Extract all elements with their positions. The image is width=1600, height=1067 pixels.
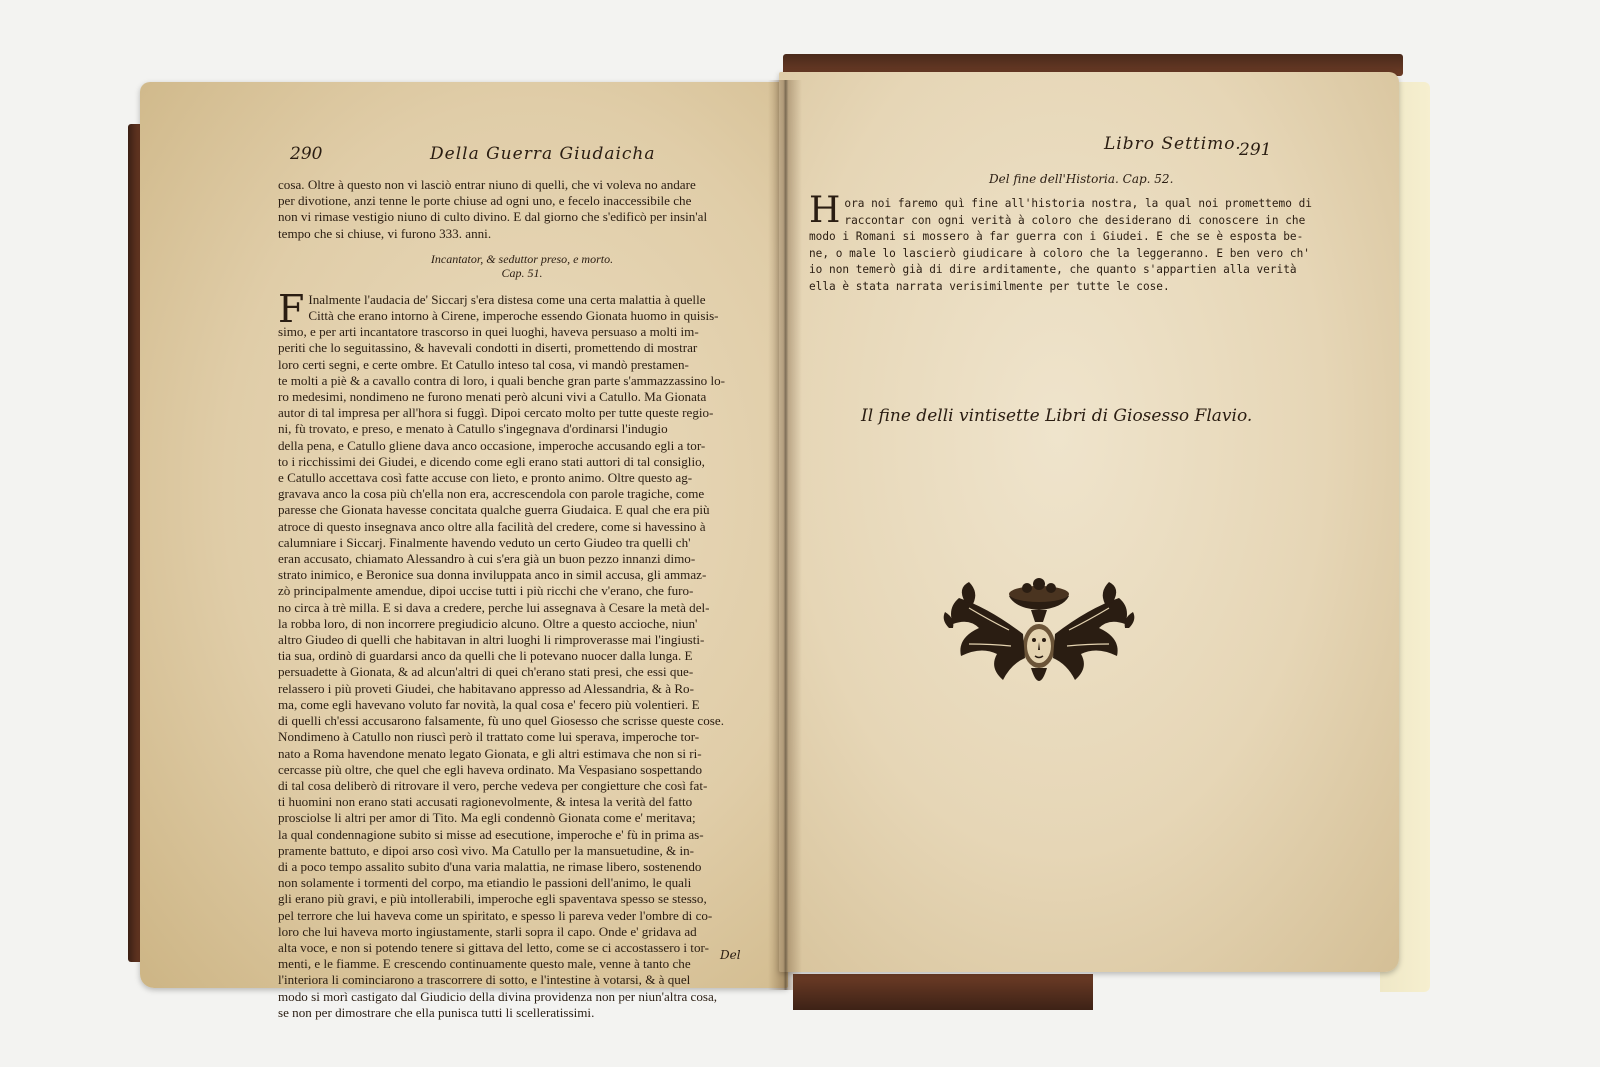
right-running-title: Libro Settimo.: [1104, 134, 1242, 154]
text-line: l'interiora li cominciarono a trascorrere di sotto, e l'intestine à votarsi, & à quel: [278, 972, 691, 988]
text-line: paresse che Gionata havesse concitata qualche guerra Giudaica. E qual che era più: [278, 502, 710, 518]
chapter-body-lines: [809, 190, 1312, 296]
text-line: nato a Roma havendone menato legato Gionata, e gli altri estimava che non si ri-: [278, 745, 702, 761]
book-gutter: [768, 80, 802, 990]
opening-paragraph: [278, 177, 766, 242]
text-line: gli erano più gravi, e più intollerabili, imperoche egli spaventava spesso se stesso,: [278, 891, 707, 907]
text-line: ma, come egli havevano voluto far novità, la qual cosa e' fecero più volentieri. E: [278, 696, 700, 712]
text-line: della pena, e Catullo gliene dava anco occasione, imperoche accusando egli a tor-: [278, 437, 706, 453]
right-page: [779, 72, 1399, 972]
text-line: to i ricchissimi dei Giudei, e dicendo come egli erano stati auttori di tal consiglio,: [278, 453, 705, 469]
text-line: e Catullo accettava così fatte accuse con lieto, e pronto animo. Oltre questo ag-: [278, 470, 693, 486]
text-line: Città che erano intorno à Cirene, imperoche essendo Gionata huomo in quisis-: [308, 308, 719, 324]
text-line: non solamente i tormenti del corpo, ma etiandio le passioni dell'animo, le quali: [278, 875, 692, 891]
text-line: ni, fù trovato, e preso, e menato à Catullo s'ingegnava d'ordinarsi l'indugio: [278, 421, 668, 437]
text-line: calumniare i Siccarj. Finalmente havendo veduto un certo Giudeo tra quelli ch': [278, 534, 691, 550]
chapter-title: Incantator, & seduttor preso, e morto.: [430, 251, 614, 266]
text-line: loro certi segni, e certe ombre. Et Catullo inteso tal cosa, vi mandò prestamen-: [278, 356, 689, 372]
text-line: menti, e le fiamme. E crescendo continuamente questo male, venne à tanto che: [278, 956, 691, 972]
text-line: di a poco tempo assalito subito d'una varia malattia, ne rimase libero, sostenendo: [278, 858, 702, 874]
text-line: loro che lui haveva morto ingiustamente, starli sopra il capo. Onde e' gridava ad: [278, 923, 697, 939]
text-line: ro medesimi, nondimeno ne furono menati però alcuni vivi a Catullo. Ma Gionata: [278, 389, 707, 405]
left-page-number: 290: [290, 144, 323, 164]
text-line: raccontar con ogni verità à coloro che desiderano di conoscere in che: [844, 213, 1306, 227]
text-line: ne, o male lo lascierò giudicare à coloro che la leggeranno. E ben vero ch': [809, 246, 1310, 260]
text-line: alta voce, e non si potendo tenere si gittava del letto, come se ci accostassero i tor-: [278, 939, 709, 955]
text-line: strato inimico, e Beronice sua donna inviluppata anco in simil accusa, gli ammaz-: [278, 567, 707, 583]
open-book: [128, 54, 1432, 1020]
text-line: Inalmente l'audacia de' Siccarj s'era distesa come una certa malattia à quelle: [308, 291, 706, 307]
text-line: relassero i più proveti Giudei, che habitavano appresso ad Alessandria, & à Ro-: [278, 680, 694, 696]
left-page: [140, 82, 788, 1020]
text-line: cosa. Oltre à questo non vi lasciò entrar niuno di quelli, che vi voleva no andare: [278, 177, 696, 192]
right-page-text: [809, 190, 1312, 296]
text-line: se non per dimostrare che ella punisca tutti li scelleratissimi.: [278, 1004, 595, 1020]
text-line: Nondimeno à Catullo non riuscì però il trattato come lui sperava, imperoche tor-: [278, 729, 700, 745]
drop-cap: H: [809, 190, 841, 231]
text-line: eran accusato, chiamato Alessandro à cui s'era già un buon pezzo innanzi dimo-: [278, 551, 696, 567]
colophon: Il fine delli vintisette Libri di Giosesso Flavio.: [861, 406, 1253, 426]
text-line: modo si morì castigato dal Giudicio della divina providenza non per niun'altra cosa,: [278, 988, 718, 1004]
text-line: per divotione, anzi tenne le porte chiuse ad ogni uno, e fecelo inaccessibile che: [278, 193, 692, 209]
left-page-text: [278, 177, 766, 1021]
text-line: cercasse più oltre, che quel che egli haveva ordinato. Ma Vespasiano sospettando: [278, 761, 703, 777]
text-line: pel terrore che lui haveva come un spiritato, e spesso li pareva veder l'ombre di co-: [278, 907, 713, 923]
chapter-heading: [278, 252, 766, 280]
text-line: modo i Romani si mossero à far guerra con i Giudei. E che se è esposta be-: [809, 230, 1304, 244]
text-line: periti che lo seguitassino, & havevali condotti in diserti, promettendo di mostrar: [278, 340, 698, 356]
text-line: prosciolse li altri per amor di Tito. Ma egli condennò Gionata come e' meritava;: [278, 810, 696, 826]
text-line: ella è stata narrata verisimilmente per tutte le cose.: [809, 279, 1170, 293]
floral-basket-mask-ornament-icon: [939, 568, 1139, 694]
chapter-body: [278, 286, 766, 1021]
text-line: pramente battuto, e dipoi arso così vivo. Ma Catullo per la mansuetudine, & in-: [278, 842, 694, 858]
text-line: te molti a piè & a cavallo contra di loro, i quali benche gran parte s'ammazzassino lo-: [278, 372, 726, 388]
text-line: di tal cosa deliberò di ritrovare il vero, perche vedeva per congietture che così fat-: [278, 777, 708, 793]
text-line: simo, e per arti incantatore trascorso in quei luoghi, haveva persuaso a molti im-: [278, 324, 699, 340]
text-line: zò principalmente amendue, dipoi uccise tutti i più ricchi che v'erano, che furo-: [278, 583, 694, 599]
text-line: tempo che si chiuse, vi furono 333. anni.: [278, 225, 492, 241]
text-line: ti huomini non erano stati accusati ragionevolmente, & intesa la verità del fatto: [278, 794, 693, 810]
book-cover-bottom-edge: [793, 974, 1093, 1010]
text-line: ora noi faremo quì fine all'historia nostra, la qual noi promettemo di: [844, 197, 1312, 210]
text-line: no circa à trè milla. E si dava a credere, perche lui assegnava à Cesare la metà del-: [278, 599, 710, 615]
text-line: persuadette à Gionata, & ad alcun'altri di quei ch'erano stati presi, che essi que-: [278, 664, 694, 680]
chapter-heading: Del fine dell'Historia. Cap. 52.: [989, 172, 1174, 186]
chapter-number: Cap. 51.: [501, 265, 543, 280]
text-line: autor di tal impresa per all'hora si fuggì. Dipoi cercato molto per tutte queste regio-: [278, 405, 714, 421]
right-page-number: 291: [1239, 140, 1272, 160]
drop-cap: F: [278, 286, 305, 331]
text-line: la qual condennagione subito si misse ad esecutione, imperoche e' fù in prima as-: [278, 826, 704, 842]
text-line: tia sua, ordinò di guardarsi anco da quelli che li potevano nuocer dalla lunga. E: [278, 648, 693, 664]
text-line: di quelli ch'essi accusarono falsamente, fù uno quel Giosesso che scrisse queste cose.: [278, 713, 724, 729]
left-page-header: [290, 144, 760, 170]
text-line: io non temerò già di dire arditamente, che quanto s'appartien alla verità: [809, 263, 1297, 277]
left-running-title: Della Guerra Giudaicha: [430, 144, 656, 164]
text-line: non vi rimase vestigio niuno di culto divino. E dal giorno che s'edificò per insin'al: [278, 209, 708, 225]
text-line: gravava anco la cosa più ch'ella non era, accrescendola con parole tragiche, come: [278, 486, 705, 502]
text-line: altro Giudeo di quelli che habitavan in altri luoghi li rimproverasse mai l'ingiusti-: [278, 632, 705, 648]
text-line: la robba loro, di non incorrere pregiudicio alcuno. Oltre a questo accioche, niun': [278, 615, 698, 631]
chapter-body-lines: [278, 286, 766, 1021]
catchword: Del: [720, 948, 741, 962]
text-line: atroce di questo insegnava anco oltre alla facilità del credere, come si havessino à: [278, 518, 706, 534]
